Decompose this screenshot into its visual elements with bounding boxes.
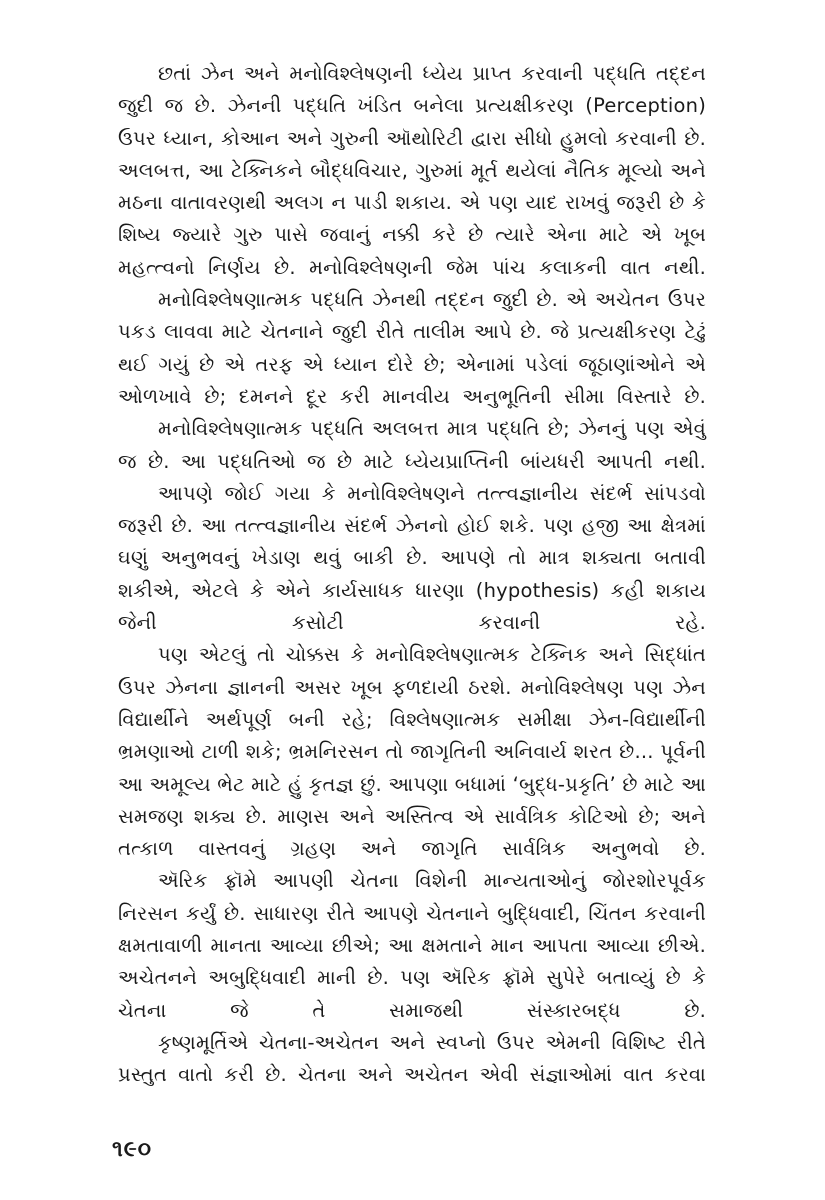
body-text <box>118 58 706 1092</box>
paragraph-6: ઍરિક ફ્રૉમે આપણી ચેતના વિશેની માન્યતાઓનું જોરશોરપૂર્વક નિરસન કર્યું છે. સાધારણ રીતે આપણે ચેતનાને બુદ્ધિવાદી, ચિંતન કરવાની ક્ષમતાવાળી માનતા આવ્યા છીએ; આ ક્ષમતાને માન આપતા આવ્યા છીએ. અચેતનને અબુદ્ધિવાદી માની છે. પણ ઍરિક ફ્રૉમે સુપેરે બતાવ્યું છે કે ચેતના જે તે સમાજથી સંસ્કારબદ્ધ છે. <box>118 869 706 1022</box>
paragraph-5: પણ એટલું તો ચોક્કસ કે મનોવિશ્લેષણાત્મક ટેક્નિક અને સિદ્ધાંત ઉપર ઝેનના જ્ઞાનની અસર ખૂબ ફળદાયી ઠરશે. મનોવિશ્લેષણ પણ ઝેન વિદ્યાર્થીને અર્થપૂર્ણ બની રહે; વિશ્લેષણાત્મક સમીક્ષા ઝેન-વિદ્યાર્થીની ભ્રમણાઓ ટાળી શકે; ભ્રમનિરસન તો જાગૃતિની અનિવાર્ય શરત છે... પૂર્વની આ અમૂલ્ય ભેટ માટે હું કૃતજ્ઞ છું. આપણા બધામાં ‘બુદ્ધ-પ્રકૃતિ’ છે માટે આ સમજણ શક્ય છે. માણસ અને અસ્તિત્વ એ સાર્વત્રિક કોટિઓ છે; અને તત્કાળ વાસ્તવનું ગ્રહણ અને જાગૃતિ સાર્વત્રિક અનુભવો છે. <box>118 643 706 861</box>
page-number: ૧૯૦ <box>112 1137 153 1162</box>
paragraph-2: મનોવિશ્લેષણાત્મક પદ્ધતિ ઝેનથી તદ્દન જુદી છે. એ અચેતન ઉપર પકડ લાવવા માટે ચેતનાને જુદી રીતે તાલીમ આપે છે. જે પ્રત્યક્ષીકરણ ટેઢું થઈ ગયું છે એ તરફ એ ધ્યાન દોરે છે; એનામાં પડેલાં જૂઠાણાંઓને એ ઓળખાવે છે; દમનને દૂર કરી માનવીય અનુભૂતિની સીમા વિસ્તારે છે. <box>118 288 706 408</box>
paragraph-3: મનોવિશ્લેષણાત્મક પદ્ધતિ અલબત્ત માત્ર પદ્ધતિ છે; ઝેનનું પણ એવું જ છે. આ પદ્ધતિઓ જ છે માટે ધ્યેયપ્રાપ્તિની બાંયધરી આપતી નથી. <box>118 417 706 473</box>
paragraph-1: છતાં ઝેન અને મનોવિશ્લેષણની ધ્યેય પ્રાપ્ત કરવાની પદ્ધતિ તદ્દન જુદી જ છે. ઝેનની પદ્ધતિ ખંડિત બનેલા પ્રત્યક્ષીકરણ (Perception) ઉપર ધ્યાન, કોઆન અને ગુરુની ઑથોરિટી દ્વારા સીધો હુમલો કરવાની છે. અલબત્ત, આ ટેક્નિકને બૌદ્ધવિચાર, ગુરુમાં મૂર્ત થયેલાં નૈતિક મૂલ્યો અને મઠના વાતાવરણથી અલગ ન પાડી શકાય. એ પણ યાદ રાખવું જરૂરી છે કે શિષ્ય જ્યારે ગુરુ પાસે જવાનું નક્કી કરે છે ત્યારે એના માટે એ ખૂબ મહત્ત્વનો નિર્ણય છે. મનોવિશ્લેષણની જેમ પાંચ કલાકની વાત નથી. <box>118 62 706 279</box>
paragraph-7: કૃષ્ણમૂર્તિએ ચેતના-અચેતન અને સ્વપ્નો ઉપર એમની વિશિષ્ટ રીતે પ્રસ્તુત વાતો કરી છે. ચેતના અને અચેતન એવી સંજ્ઞાઓમાં વાત કરવા <box>118 1030 706 1087</box>
paragraph-4: આપણે જોઈ ગયા કે મનોવિશ્લેષણને તત્ત્વજ્ઞાનીય સંદર્ભ સાંપડવો જરૂરી છે. આ તત્ત્વજ્ઞાનીય સંદર્ભ ઝેનનો હોઈ શકે. પણ હજી આ ક્ષેત્રમાં ઘણું અનુભવનું ખેડાણ થવું બાકી છે. આપણે તો માત્ર શક્યતા બતાવી શકીએ, એટલે કે એને કાર્યસાધક ધારણા (hypothesis) કહી શકાય જેની કસોટી કરવાની રહે. <box>118 481 706 635</box>
